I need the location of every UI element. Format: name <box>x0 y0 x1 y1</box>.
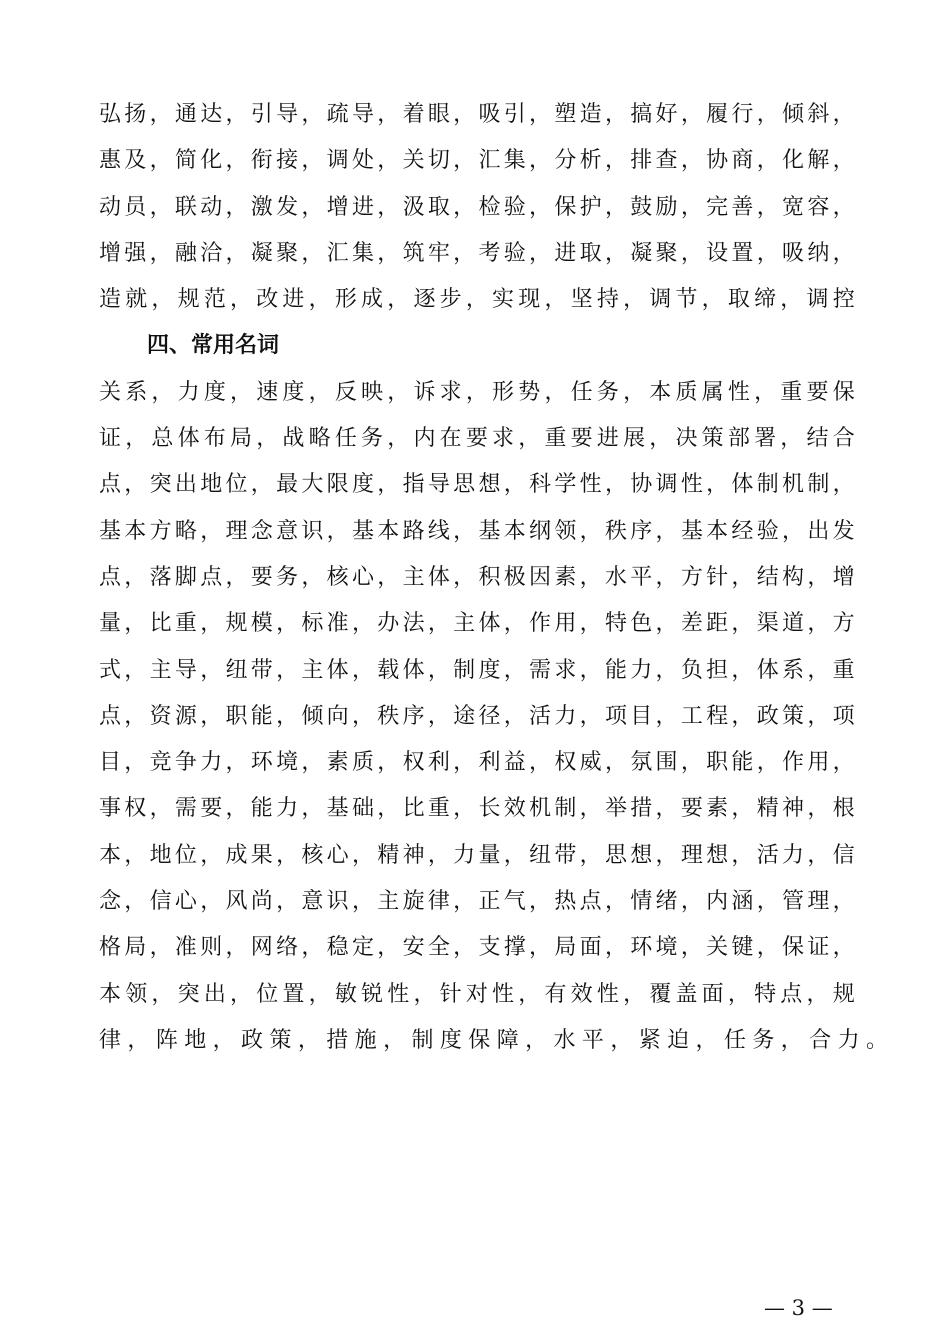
body-text <box>99 92 888 1064</box>
page-number: — 3 — <box>764 1296 833 1320</box>
text-line: 点 ， 资 源 ， 职 能 ， 倾 向 ， 秩 序 ， 途 径 ， 活 力 ， 项 目 ， 工 程 ， 政 策 ， 项 <box>99 703 855 729</box>
text-line: 点 ， 突 出 地 位 ， 最 大 限 度 ， 指 导 思 想 ， 科 学 性 ， 协 调 性 ， 体 制 机 制 ， <box>99 472 855 498</box>
text-line: 动 员 ， 联 动 ， 激 发 ， 增 进 ， 汲 取 ， 检 验 ， 保 护 ， 鼓 励 ， 完 善 ， 宽 容 ， <box>99 194 855 220</box>
text-line: 证 ， 总 体 布 局 ， 战 略 任 务 ， 内 在 要 求 ， 重 要 进 展 ， 决 策 部 署 ， 结 合 <box>99 426 855 452</box>
text-line: 点 ， 落 脚 点 ， 要 务 ， 核 心 ， 主 体 ， 积 极 因 素 ， 水 平 ， 方 针 ， 结 构 ， 增 <box>99 564 855 590</box>
text-line: 本 领 ， 突 出 ， 位 置 ， 敏 锐 性 ， 针 对 性 ， 有 效 性 ， 覆 盖 面 ， 特 点 ， 规 <box>99 981 855 1007</box>
text-line: 关 系 ， 力 度 ， 速 度 ， 反 映 ， 诉 求 ， 形 势 ， 任 务 ， 本 质 属 性 ， 重 要 保 <box>99 379 855 405</box>
text-line: 量 ， 比 重 ， 规 模 ， 标 准 ， 办 法 ， 主 体 ， 作 用 ， 特 色 ， 差 距 ， 渠 道 ， 方 <box>99 611 855 637</box>
text-line: 惠 及 ， 简 化 ， 衔 接 ， 调 处 ， 关 切 ， 汇 集 ， 分 析 ， 排 查 ， 协 商 ， 化 解 ， <box>99 148 855 174</box>
text-line: 格 局 ， 准 则 ， 网 络 ， 稳 定 ， 安 全 ， 支 撑 ， 局 面 ， 环 境 ， 关 键 ， 保 证 ， <box>99 935 855 961</box>
noun-list <box>99 370 888 1064</box>
text-line: 弘 扬 ， 通 达 ， 引 导 ， 疏 导 ， 着 眼 ， 吸 引 ， 塑 造 ， 搞 好 ， 履 行 ， 倾 斜 ， <box>99 102 855 127</box>
text-line: 律 ， 阵 地 ， 政 策 ， 措 施 ， 制 度 保 障 ， 水 平 ， 紧 迫 ， 任 务 ， 合 力 。 <box>99 1027 888 1053</box>
text-line: 目 ， 竞 争 力 ， 环 境 ， 素 质 ， 权 利 ， 利 益 ， 权 威 ， 氛 围 ， 职 能 ， 作 用 ， <box>99 750 855 776</box>
text-line: 基 本 方 略 ， 理 念 意 识 ， 基 本 路 线 ， 基 本 纲 领 ， 秩 序 ， 基 本 经 验 ， 出 发 <box>99 518 855 544</box>
text-line: 增 强 ， 融 洽 ， 凝 聚 ， 汇 集 ， 筑 牢 ， 考 验 ， 进 取 ， 凝 聚 ， 设 置 ， 吸 纳 ， <box>99 240 855 266</box>
section-heading: 四、常用名词 <box>147 333 280 359</box>
text-line: 念 ， 信 心 ， 风 尚 ， 意 识 ， 主 旋 律 ， 正 气 ， 热 点 ， 情 绪 ， 内 涵 ， 管 理 ， <box>99 889 855 915</box>
text-line: 式 ， 主 导 ， 纽 带 ， 主 体 ， 载 体 ， 制 度 ， 需 求 ， 能 力 ， 负 担 ， 体 系 ， 重 <box>99 657 855 683</box>
text-line: 造 就 ， 规 范 ， 改 进 ， 形 成 ， 逐 步 ， 实 现 ， 坚 持 ， 调 节 ， 取 缔 ， 调 控 <box>99 287 855 313</box>
text-line: 事 权 ， 需 要 ， 能 力 ， 基 础 ， 比 重 ， 长 效 机 制 ， 举 措 ， 要 素 ， 精 神 ， 根 <box>99 796 855 822</box>
verb-list <box>99 92 855 323</box>
text-line: 本 ， 地 位 ， 成 果 ， 核 心 ， 精 神 ， 力 量 ， 纽 带 ， 思 想 ， 理 想 ， 活 力 ， 信 <box>99 842 855 868</box>
